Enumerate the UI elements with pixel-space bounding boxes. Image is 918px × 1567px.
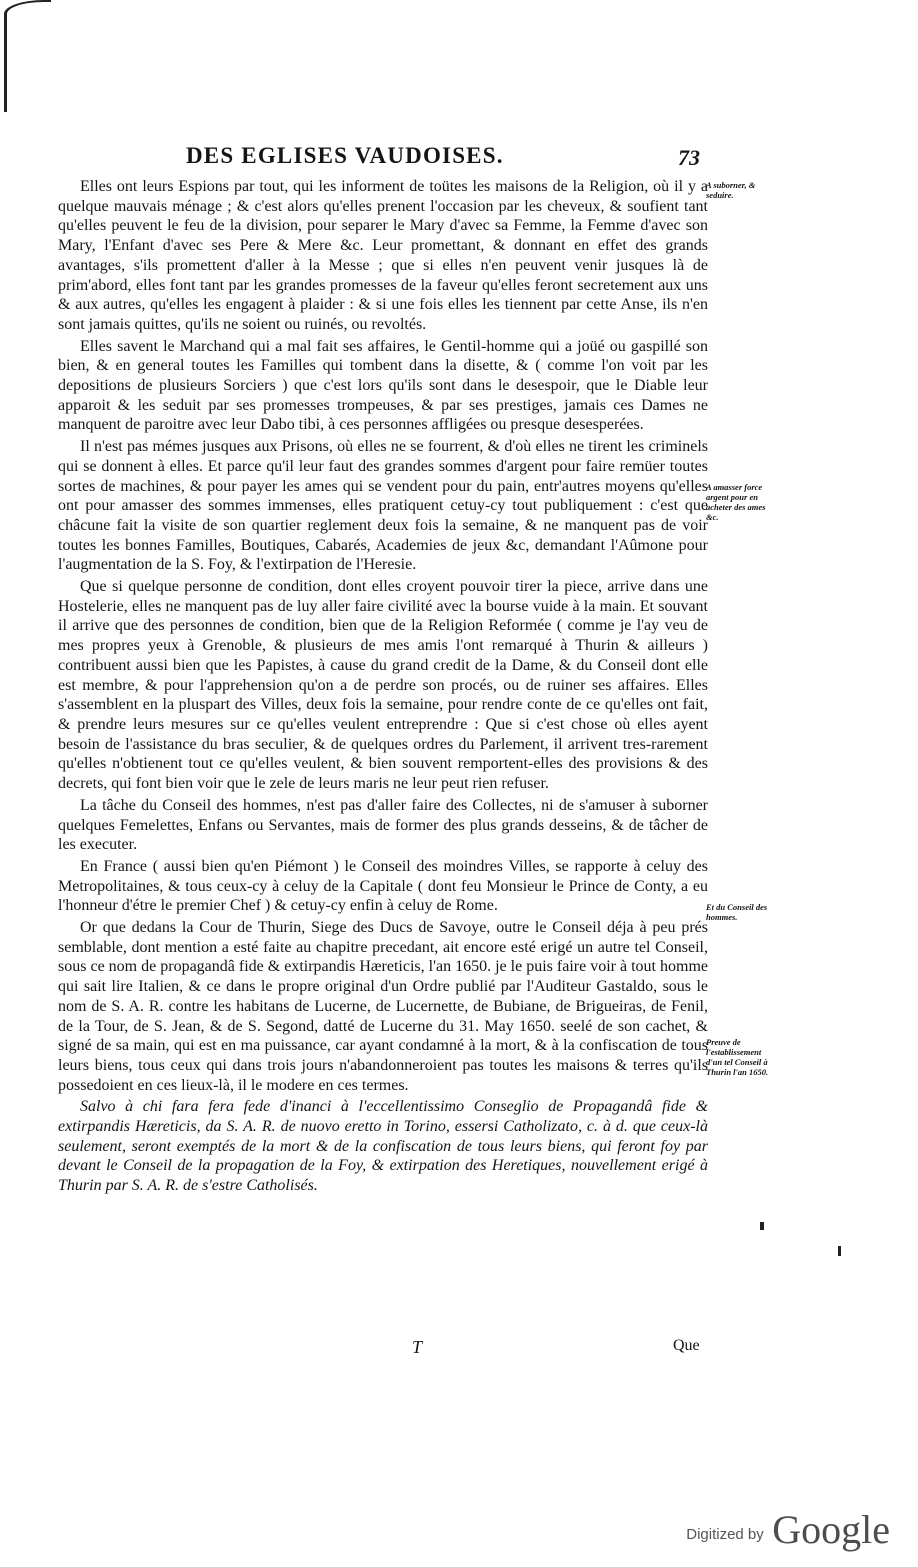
margin-note-2: A amasser force argent pour en acheter des ames &c. [706, 482, 766, 522]
paragraph-7: Or que dedans la Cour de Thurin, Siege des Ducs de Savoye, outre le Conseil déja à peu prés semblable, dont mention a esté faite au chapitre precedant, ait encore esté erigé un autre tel Conseil, sous ce nom de propagandâ fide & extirpandis Hæreticis, l'an 1650. je le puis faire voir à tout homme qui sait lire Italien, & ce dans le propre original d'un Ordre publié par l'Auditeur Gastaldo, sous le nom de S. A. R. contre les habitans de Lucerne, de Lucernette, de Bubiane, de Brigueiras, de Fenil, de la Tour, de S. Jean, & de S. Segond, datté de Lucerne du 31. May 1650. seelé de son cachet, & signé de sa main, qui est en ma puissance, car ayant condamné à la mort, & à la confiscation de tous leurs biens, tous ceux qui dans trois jours n'abandonneroient pas toutes les maisons & terres qu'ils possedoient en ces lieux-là, il le modere en ces termes. [58, 919, 708, 1094]
margin-note-3: Et du Conseil des hommes. [706, 902, 768, 922]
paragraph-1: Elles ont leurs Espions par tout, qui les informent de toütes les maisons de la Religion, où il y a quelque mauvais ménage ; & c'est alors qu'elles prenent l'occasion par les cheveux, & soufient tant qu'elles peuvent le feu de la division, pour separer le Mary d'avec sa Femme, la Femme d'avec son Mary, l'Enfant d'avec ses Pere & Mere &c. Leur promettant, & donnant en effet des grands avantages, s'ils promettent d'aller à la Messe ; que si elles n'en peuvent venir jusques là de prim'abord, elles font tant par les grandes promesses de la faveur qu'elles feront secretement aux uns & aux autres, qu'elles les engagent à plaider : & si une fois elles les tiennent par cette Anse, ils n'en sont jamais quittes, qu'ils ne soient ou ruinés, ou revoltés. [58, 178, 708, 333]
paragraph-5: La tâche du Conseil des hommes, n'est pas d'aller faire des Collectes, ni de s'amuser à suborner quelques Femelettes, Enfans ou Servantes, mais de former des plus grands desseins, & de tâcher de les executer. [58, 796, 708, 854]
paragraph-6: En France ( aussi bien qu'en Piémont ) le Conseil des moindres Villes, se rapporte à celuy des Metropolitaines, & tous ceux-cy à celuy de la Capitale ( dont feu Monsieur le Prince de Conty, a eu l'honneur d'étre le premier Chef ) & cetuy-cy enfin à celuy de Rome. [58, 857, 708, 915]
digitized-by-label: Digitized by [686, 1526, 764, 1543]
running-head: DES EGLISES VAUDOISES. [186, 143, 504, 168]
margin-note-1: A suborner, & seduire. [706, 180, 756, 200]
paragraph-3: Il n'est pas mémes jusques aux Prisons, où elles ne se fourrent, & d'où elles ne tirent les criminels qui se donnent à elles. Et parce qu'il leur faut des grandes sommes d'argent pour faire remüer toutes sortes de machines, & pour payer les ames qui se vendent pour du pain, entr'autres moyens qu'elles ont pour amasser des sommes immenses, elles pratiquent cetuy-cy tout publiquement : c'est que châcune fait la visite de son quartier reglement deux fois la semaine, & ne manquent pas de voir toutes les bonnes Familles, Boutiques, Cabarés, Academies de jeux &c, demandant l'Aûmone pour l'augmentation de la S. Foy, & l'extirpation de l'Heresie. [58, 438, 708, 574]
paragraph-4: Que si quelque personne de condition, dont elles croyent pouvoir tirer la piece, arrive dans une Hostelerie, elles ne manquent pas de luy aller faire civilité avec la bourse vuide à la main. Et souvant il arrive que des personnes de condition, bien que de la Religion Reformée ( comme je l'ay veu de mes propres yeux à Grenoble, & plusieurs de mes amis l'ont remarqué à Thurin & ailleurs ) contribuent aussi bien que les Papistes, à cause du grand credit de la Dame, & du Conseil dont elle est membre, & pour l'apprehension qu'on a de perdre son procés, ou de ruiner ses affaires. Elles s'assemblent en la pluspart des Villes, deux fois la semaine, pour rendre conte de ce qu'elles ont fait, & prendre leurs mesures sur ce qu'elles veulent entreprendre : Que si c'est chose où elles ayent besoin de l'assistance du bras seculier, & de quelques ordres du Parlement, il arrivent tres-rarement qu'elles n'obtienent tout ce qu'elles veulent, & bien souvent remportent-elles des provisions & des decrets, qui font bien voir que le zele de leurs maris ne leur peut rien refuser. [58, 578, 708, 793]
digitized-watermark [686, 1506, 890, 1553]
stray-ink-mark [838, 1246, 841, 1256]
signature-mark: T [412, 1337, 423, 1357]
paragraph-8-italian-quote: Salvo à chi fara fera fede d'inanci à l'eccellentissimo Conseglio de Propagandâ fide & extirpandis Hæreticis, da S. A. R. de nuovo eretto in Torino, essersi Catholizato, c. à d. que ceux-là seulement, seront exemptés de la mort & de la confiscation de tous leurs biens, qui feront foy par devant le Conseil de la propagation de la Foy, & extirpation des Heretiques, nouvellement erigé à Thurin par S. A. R. de s'estre Catholisés. [58, 1098, 708, 1195]
main-text [58, 177, 708, 1196]
stray-ink-mark [760, 1222, 764, 1230]
page-number: 73 [678, 145, 700, 170]
page-header [180, 143, 700, 177]
page-corner-mark [4, 0, 51, 112]
margin-note-4: Preuve de l'establissement d'un tel Conseil à Thurin l'an 1650. [706, 1037, 769, 1077]
google-logo: Google [772, 1507, 890, 1552]
catchword: Que [673, 1337, 700, 1354]
paragraph-2: Elles savent le Marchand qui a mal fait ses affaires, le Gentil-homme qui a joüé ou gaspillé son bien, & en general toutes les Familles qui tombent dans la disette, & ( comme l'on voit par les depositions de plusieurs Sorciers ) que c'est lors qu'ils sont dans le desespoir, que le Diable leur apparoit & les seduit par ses promesses trompeuses, & par ses prestiges, jamais ces Dames ne manquent de paroitre avec leur Dabo tibi, à ces personnes affligées ou presque desesperées. [58, 337, 708, 434]
